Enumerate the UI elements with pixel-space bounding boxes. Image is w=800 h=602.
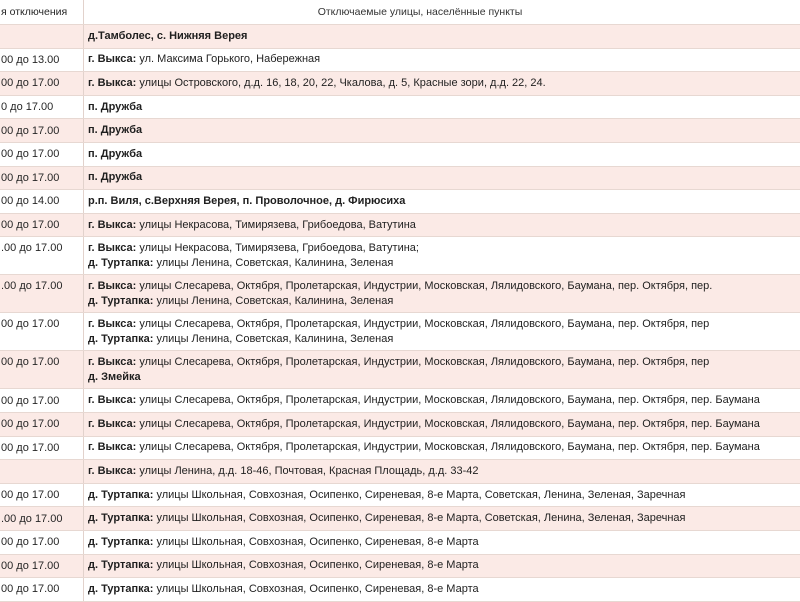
table-row (0, 507, 800, 531)
time-cell: 00 до 17.00 (0, 578, 84, 601)
locality-label: д. Туртапка: (88, 512, 154, 525)
time-cell: 00 до 17.00 (0, 484, 84, 507)
table-row (0, 413, 800, 437)
streets-text: улицы Островского, д.д. 16, 18, 20, 22, Чкалова, д. 5, Красные зори, д.д. 22, 24. (136, 76, 546, 89)
table-row (0, 72, 800, 96)
streets-cell (84, 413, 800, 436)
streets-cell (84, 484, 800, 507)
locality-label: д. Змейка (88, 370, 141, 383)
streets-cell (84, 72, 800, 95)
time-cell: 00 до 17.00 (0, 119, 84, 142)
header-streets-label: Отключаемые улицы, населённые пункты (317, 5, 523, 18)
time-cell: .00 до 17.00 (0, 237, 84, 274)
table-row (0, 531, 800, 555)
streets-text: улицы Слесарева, Октября, Пролетарская, Индустрии, Московская, Лялидовского, Баумана, пер. Октября, пер. Баумана (136, 417, 760, 430)
streets-line (88, 582, 800, 597)
streets-line (88, 241, 800, 256)
streets-cell (84, 96, 800, 119)
streets-line (88, 194, 800, 209)
table-row (0, 555, 800, 579)
table-row (0, 214, 800, 238)
time-cell: 00 до 17.00 (0, 555, 84, 578)
streets-line (88, 29, 800, 44)
locality-label: п. Дружба (88, 100, 143, 113)
streets-text: улицы Некрасова, Тимирязева, Грибоедова, Ватутина (136, 218, 416, 231)
streets-line (88, 393, 800, 408)
locality-label: г. Выкса: (88, 441, 137, 454)
streets-text: ул. Максима Горького, Набережная (136, 53, 321, 66)
streets-text: улицы Школьная, Совхозная, Осипенко, Сиреневая, 8-е Марта (153, 535, 479, 548)
streets-text: улицы Школьная, Совхозная, Осипенко, Сиреневая, 8-е Марта, Советская, Ленина, Зеленая, Заречная (153, 488, 686, 501)
streets-cell (84, 460, 800, 483)
locality-label: г. Выкса: (88, 417, 137, 430)
streets-line (88, 511, 800, 526)
table-row (0, 460, 800, 484)
locality-label: д. Туртапка: (88, 256, 154, 269)
streets-text: улицы Ленина, д.д. 18-46, Почтовая, Красная Площадь, д.д. 33-42 (136, 464, 479, 477)
locality-label: д. Туртапка: (88, 332, 154, 345)
header-streets (84, 0, 800, 24)
time-cell: .00 до 17.00 (0, 275, 84, 312)
locality-label: г. Выкса: (88, 464, 137, 477)
locality-label: д. Туртапка: (88, 582, 154, 595)
table-row (0, 351, 800, 389)
time-cell: .00 до 17.00 (0, 507, 84, 530)
time-cell: 00 до 17.00 (0, 351, 84, 388)
streets-cell (84, 351, 800, 388)
locality-label: д. Туртапка: (88, 535, 154, 548)
streets-line (88, 488, 800, 503)
table-row (0, 25, 800, 49)
locality-label: р.п. Виля, с.Верхняя Верея, п. Проволочное, д. Фирюсиха (88, 194, 406, 207)
locality-label: г. Выкса: (88, 218, 137, 231)
locality-label: г. Выкса: (88, 53, 137, 66)
locality-label: г. Выкса: (88, 394, 137, 407)
streets-line (88, 147, 800, 162)
streets-cell (84, 555, 800, 578)
streets-text: улицы Слесарева, Октября, Пролетарская, Индустрии, Московская, Лялидовского, Баумана, пер. Октября, пер. Баумана (136, 441, 760, 454)
time-cell: 00 до 14.00 (0, 190, 84, 213)
time-cell: 00 до 17.00 (0, 389, 84, 412)
table-row (0, 275, 800, 313)
locality-label: д.Тамболес, с. Нижняя Верея (88, 29, 248, 42)
streets-text: улицы Школьная, Совхозная, Осипенко, Сиреневая, 8-е Марта (153, 559, 479, 572)
streets-line (88, 170, 800, 185)
time-cell (0, 460, 84, 483)
streets-text: улицы Ленина, Советская, Калинина, Зеленая (153, 256, 394, 269)
locality-label: д. Туртапка: (88, 559, 154, 572)
streets-text: улицы Школьная, Совхозная, Осипенко, Сиреневая, 8-е Марта, Советская, Ленина, Зеленая, Заречная (153, 512, 686, 525)
streets-cell (84, 578, 800, 601)
streets-line (88, 558, 800, 573)
streets-cell (84, 531, 800, 554)
streets-text: улицы Ленина, Советская, Калинина, Зеленая (153, 294, 394, 307)
time-cell: 00 до 17.00 (0, 72, 84, 95)
locality-label: г. Выкса: (88, 76, 137, 89)
time-cell: 00 до 17.00 (0, 413, 84, 436)
locality-label: г. Выкса: (88, 241, 137, 254)
table-row (0, 190, 800, 214)
table-row (0, 167, 800, 191)
streets-line (88, 123, 800, 138)
streets-cell (84, 237, 800, 274)
table-row (0, 484, 800, 508)
streets-cell (84, 190, 800, 213)
streets-line (88, 535, 800, 550)
time-cell: 00 до 17.00 (0, 437, 84, 460)
streets-line (88, 417, 800, 432)
header-time: я отключения (0, 0, 84, 24)
table-row (0, 143, 800, 167)
locality-label: п. Дружба (88, 124, 143, 137)
streets-text: улицы Слесарева, Октября, Пролетарская, Индустрии, Московская, Лялидовского, Баумана, пер. Октября, пер (136, 317, 710, 330)
streets-line (88, 100, 800, 115)
table-row (0, 237, 800, 275)
time-cell: 0 до 17.00 (0, 96, 84, 119)
time-cell: 00 до 17.00 (0, 531, 84, 554)
streets-cell (84, 437, 800, 460)
table-row (0, 96, 800, 120)
streets-text: улицы Некрасова, Тимирязева, Грибоедова, Ватутина; (136, 241, 419, 254)
streets-line (88, 294, 800, 309)
time-cell (0, 25, 84, 48)
locality-label: д. Туртапка: (88, 294, 154, 307)
locality-label: г. Выкса: (88, 317, 137, 330)
time-cell: 00 до 17.00 (0, 143, 84, 166)
streets-text: улицы Слесарева, Октября, Пролетарская, Индустрии, Московская, Лялидовского, Баумана, пер. Октября, пер. Баумана (136, 394, 760, 407)
table-row (0, 578, 800, 602)
streets-cell (84, 119, 800, 142)
streets-cell (84, 389, 800, 412)
streets-text: улицы Школьная, Совхозная, Осипенко, Сиреневая, 8-е Марта (153, 582, 479, 595)
streets-line (88, 76, 800, 91)
streets-line (88, 256, 800, 271)
table-row (0, 437, 800, 461)
streets-cell (84, 313, 800, 350)
locality-label: г. Выкса: (88, 355, 137, 368)
streets-cell (84, 167, 800, 190)
locality-label: г. Выкса: (88, 279, 137, 292)
streets-text: улицы Ленина, Советская, Калинина, Зеленая (153, 332, 394, 345)
locality-label: п. Дружба (88, 171, 143, 184)
time-cell: 00 до 13.00 (0, 49, 84, 72)
streets-line (88, 370, 800, 385)
streets-line (88, 440, 800, 455)
streets-line (88, 332, 800, 347)
streets-cell (84, 214, 800, 237)
streets-text: улицы Слесарева, Октября, Пролетарская, Индустрии, Московская, Лялидовского, Баумана, пер. Октября, пер (136, 355, 710, 368)
table-row (0, 119, 800, 143)
streets-line (88, 317, 800, 332)
streets-cell (84, 507, 800, 530)
streets-cell (84, 143, 800, 166)
locality-label: п. Дружба (88, 147, 143, 160)
streets-line (88, 52, 800, 67)
streets-cell (84, 275, 800, 312)
table-row (0, 313, 800, 351)
streets-line (88, 279, 800, 294)
time-cell: 00 до 17.00 (0, 214, 84, 237)
streets-cell (84, 49, 800, 72)
streets-line (88, 355, 800, 370)
table-row (0, 389, 800, 413)
streets-line (88, 464, 800, 479)
streets-line (88, 218, 800, 233)
streets-cell (84, 25, 800, 48)
streets-text: улицы Слесарева, Октября, Пролетарская, Индустрии, Московская, Лялидовского, Баумана, пер. Октября, пер. (136, 279, 713, 292)
time-cell: 00 до 17.00 (0, 313, 84, 350)
time-cell: 00 до 17.00 (0, 167, 84, 190)
table-row (0, 49, 800, 73)
locality-label: д. Туртапка: (88, 488, 154, 501)
table-body (0, 25, 800, 602)
table-header (0, 0, 800, 25)
